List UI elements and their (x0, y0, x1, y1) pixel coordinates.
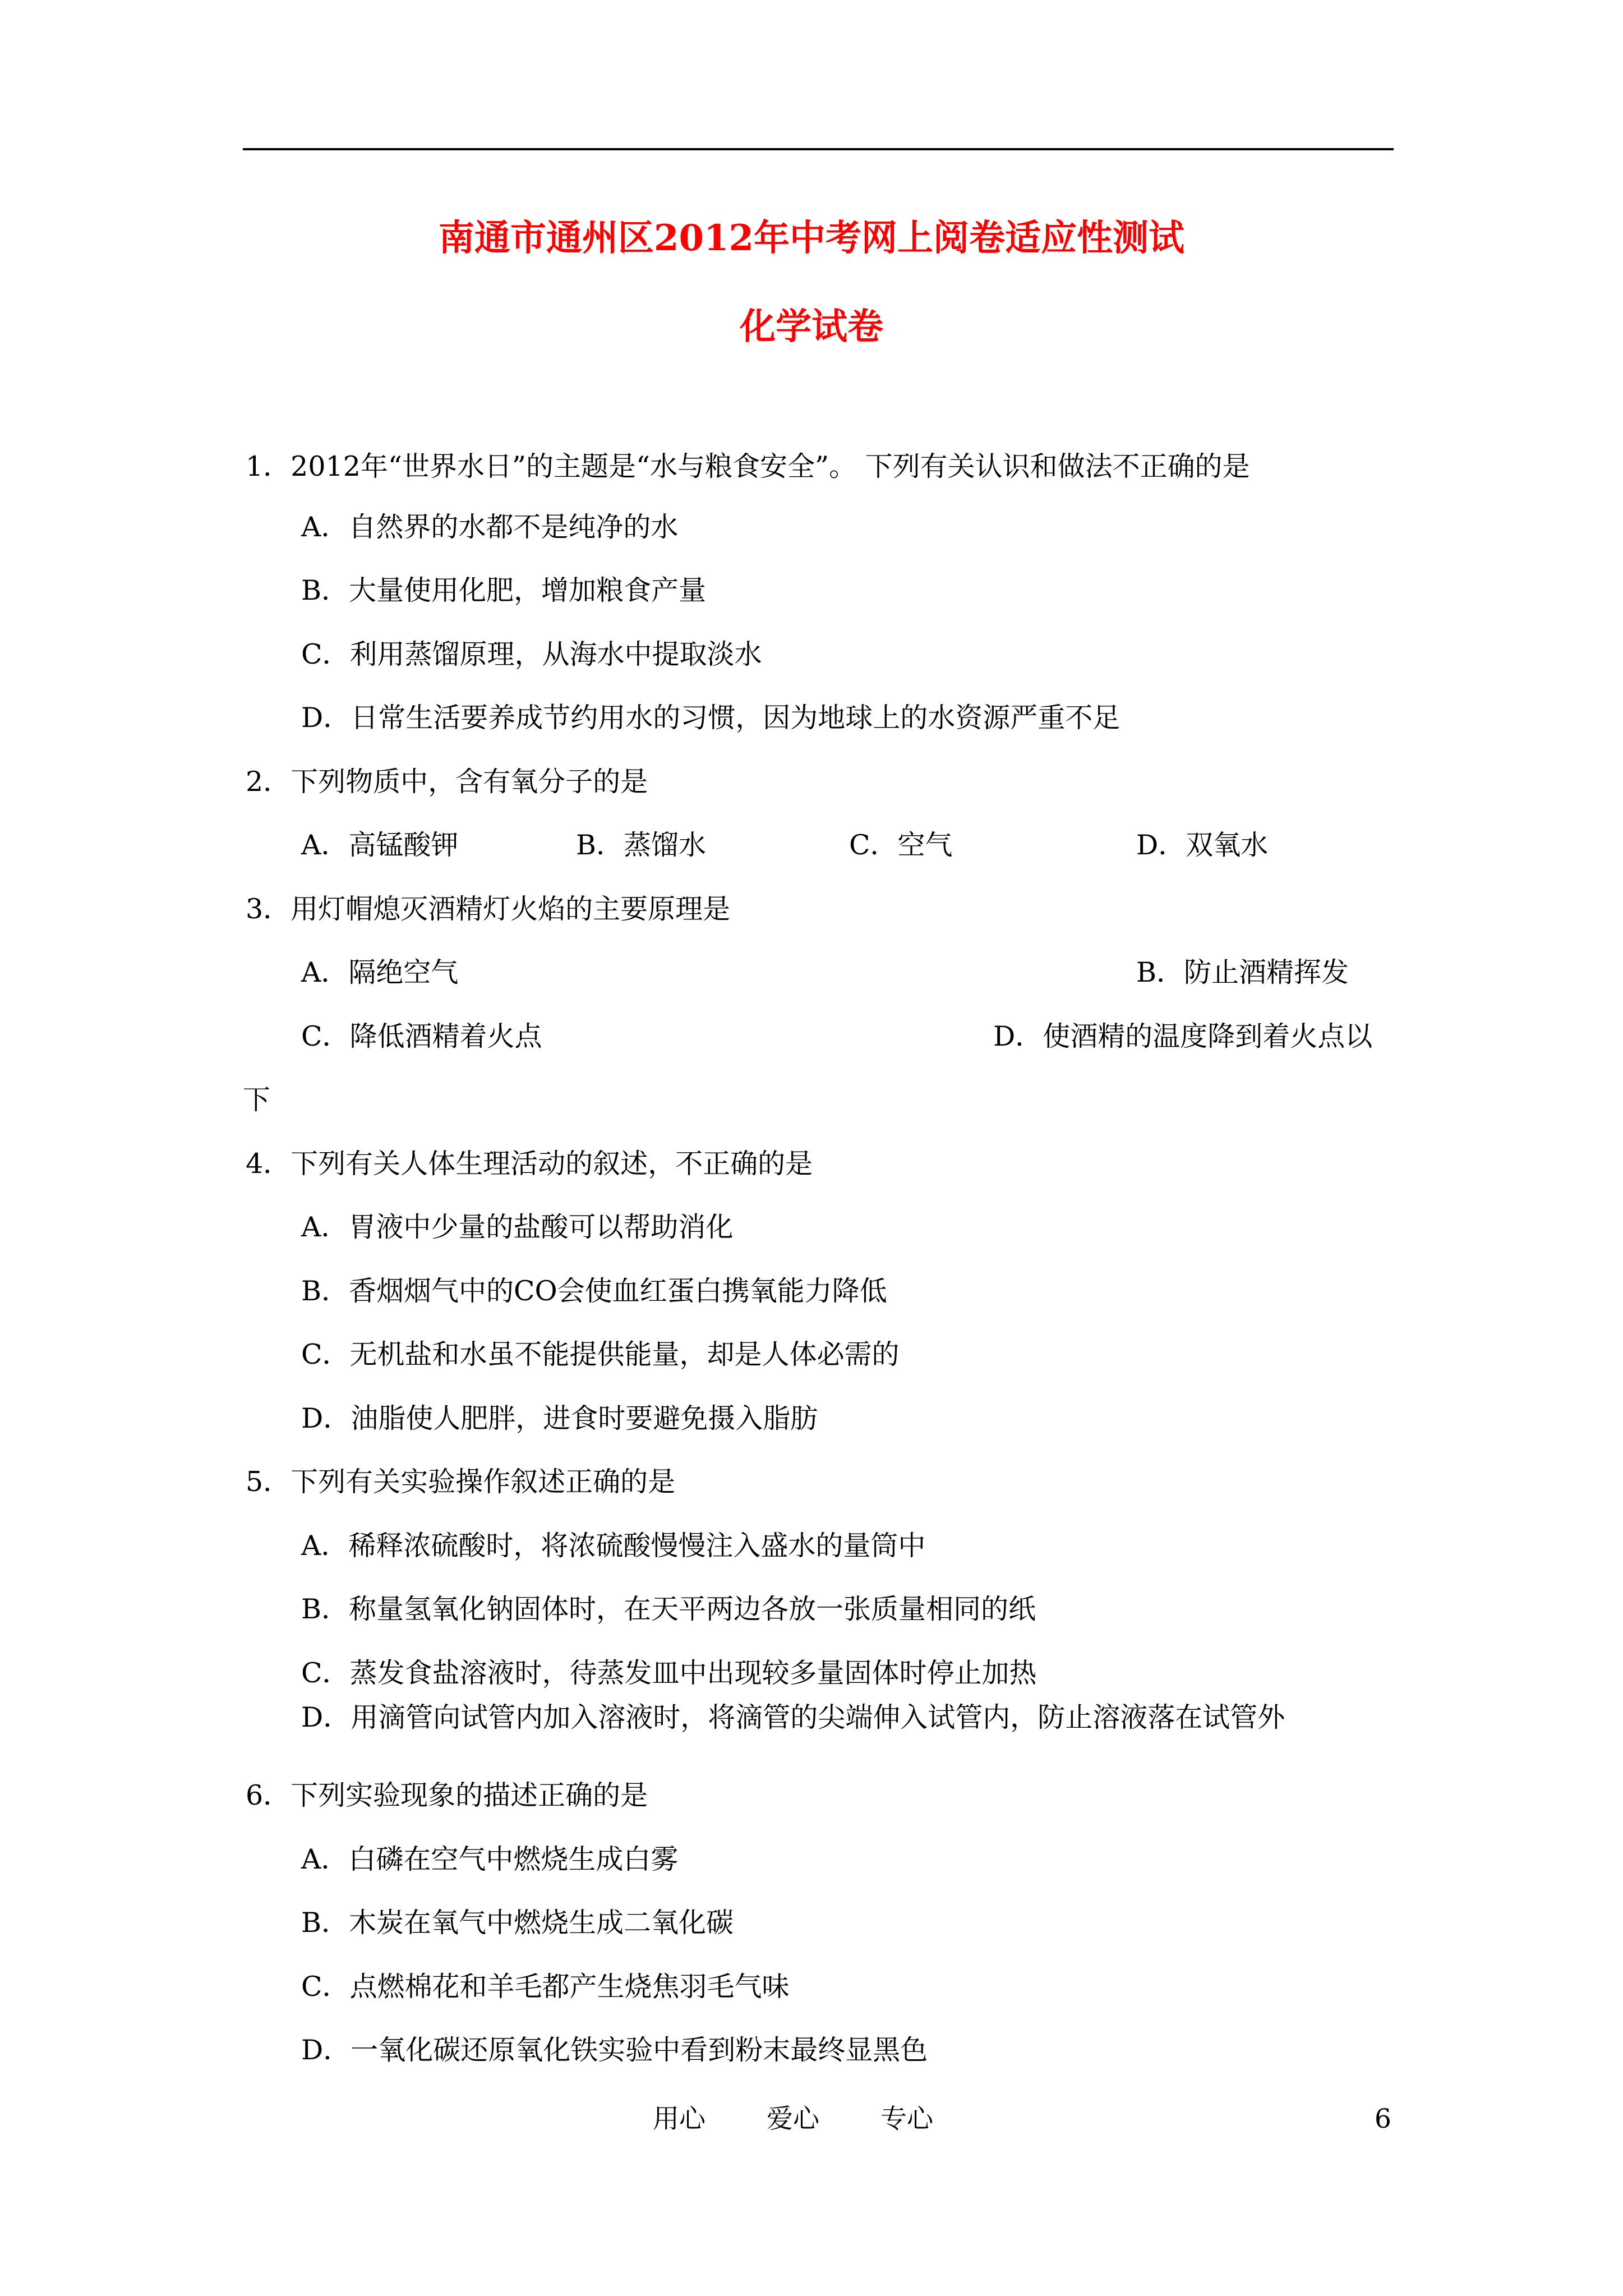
question-5-option-b: B．称量氢氧化钠固体时，在天平两边各放一张质量相同的纸 (301, 1593, 1036, 1625)
question-3-option-b: B．防止酒精挥发 (1136, 956, 1349, 988)
question-1-option-b: B．大量使用化肥，增加粮食产量 (301, 574, 707, 606)
exam-title: 南通市通州区2012年中考网上阅卷适应性测试 (438, 217, 1185, 259)
question-2-option-c: C．空气 (849, 829, 953, 861)
footer-motto-1: 用心 (653, 2104, 706, 2134)
footer-motto-3: 专心 (880, 2104, 933, 2134)
question-3-stem: 3．用灯帽熄灭酒精灯火焰的主要原理是 (246, 893, 731, 925)
question-5-option-c: C．蒸发食盐溶液时，待蒸发皿中出现较多量固体时停止加热 (301, 1657, 1037, 1689)
question-6-option-b: B．木炭在氧气中燃烧生成二氧化碳 (301, 1907, 734, 1939)
question-3-option-c: C．降低酒精着火点 (301, 1020, 542, 1052)
question-3-option-a: A．隔绝空气 (301, 956, 459, 988)
question-4-option-a: A．胃液中少量的盐酸可以帮助消化 (301, 1211, 734, 1243)
question-4-option-c: C．无机盐和水虽不能提供能量，却是人体必需的 (301, 1338, 900, 1370)
question-1-option-a: A．自然界的水都不是纯净的水 (301, 511, 679, 543)
question-4-option-b: B．香烟烟气中的CO会使血红蛋白携氧能力降低 (301, 1275, 887, 1307)
question-2-option-d: D．双氧水 (1136, 829, 1269, 861)
question-5-option-d: D．用滴管向试管内加入溶液时，将滴管的尖端伸入试管内，防止溶液落在试管外 (301, 1701, 1285, 1733)
question-2-stem: 2．下列物质中，含有氧分子的是 (246, 766, 648, 798)
question-2-option-a: A．高锰酸钾 (301, 829, 459, 861)
footer-motto-2: 爱心 (767, 2104, 819, 2134)
question-1-stem: 1．2012年“世界水日”的主题是“水与粮食安全”。 下列有关认识和做法不正确的是 (246, 450, 1250, 482)
question-4-option-d: D．油脂使人肥胖，进食时要避免摄入脂肪 (301, 1402, 818, 1434)
question-6-option-d: D．一氧化碳还原氧化铁实验中看到粉末最终显黑色 (301, 2034, 928, 2066)
question-3-option-d-continued: 下 (243, 1084, 271, 1116)
question-2-option-b: B．蒸馏水 (576, 829, 707, 861)
question-6-stem: 6．下列实验现象的描述正确的是 (246, 1779, 648, 1811)
question-5-option-a: A．稀释浓硫酸时，将浓硫酸慢慢注入盛水的量筒中 (301, 1530, 926, 1562)
question-1-option-d: D．日常生活要养成节约用水的习惯，因为地球上的水资源严重不足 (301, 702, 1121, 734)
header-rule (243, 148, 1394, 150)
question-6-option-a: A．白磷在空气中燃烧生成白雾 (301, 1843, 679, 1875)
question-5-stem: 5．下列有关实验操作叙述正确的是 (246, 1466, 676, 1498)
page-number: 6 (1375, 2104, 1391, 2134)
exam-subtitle: 化学试卷 (740, 306, 883, 348)
question-6-option-c: C．点燃棉花和羊毛都产生烧焦羽毛气味 (301, 1971, 790, 2003)
question-3-option-d: D．使酒精的温度降到着火点以 (993, 1020, 1373, 1052)
question-1-option-c: C．利用蒸馏原理，从海水中提取淡水 (301, 638, 762, 670)
question-4-stem: 4．下列有关人体生理活动的叙述，不正确的是 (246, 1148, 813, 1180)
